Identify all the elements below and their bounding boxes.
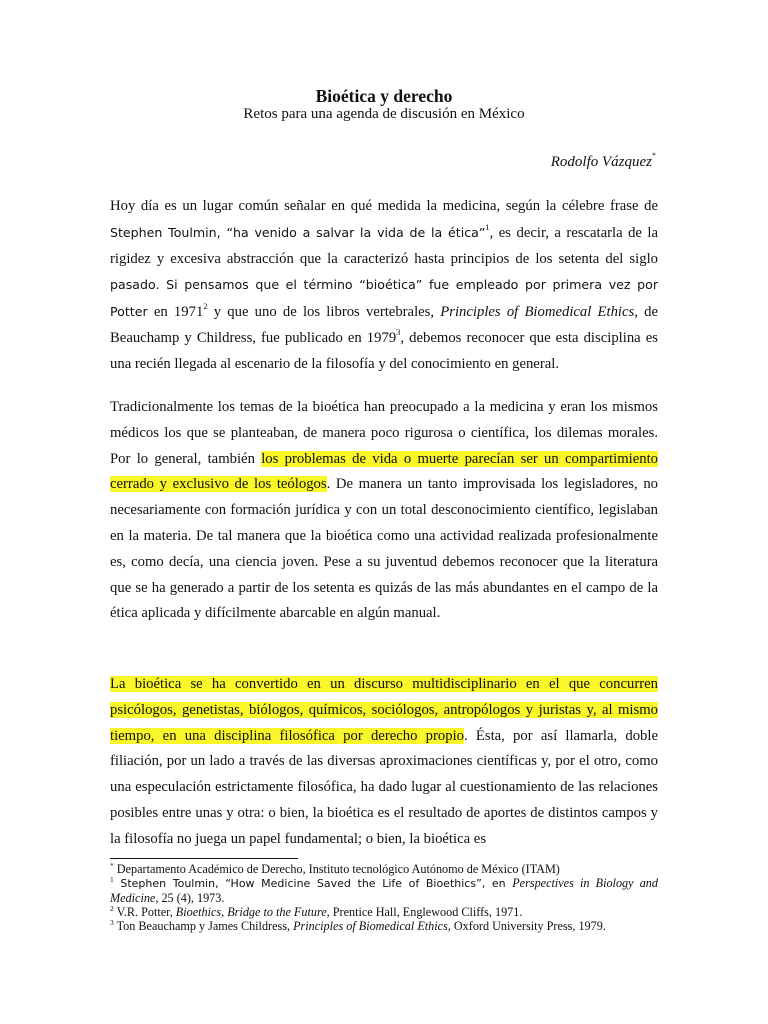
- footnote-text: V.R. Potter,: [113, 905, 176, 919]
- footnote-mark: 3: [110, 918, 114, 927]
- footnote-text: Departamento Académico de Derecho, Instituto tecnológico Autónomo de México (ITAM): [113, 862, 560, 876]
- footnote-ref-1: 1: [485, 221, 490, 232]
- footnote-2: [110, 905, 658, 919]
- author-text: Rodolfo Vázquez: [550, 154, 652, 170]
- footnote-ref-2: 2: [203, 301, 208, 312]
- document-title: Bioética y derecho: [315, 86, 453, 106]
- p3-highlight: La bioética se ha convertido en un discurso multidisciplinario en el que concurren psicólogos, genetistas, biólogos, químicos, sociólogos, antropólogos y juristas y, al mismo tiempo, en una disciplina filosófica por derecho propio: [110, 676, 658, 744]
- footnote-book: Bioethics, Bridge to the Future,: [175, 905, 330, 919]
- footnote-mark: 2: [110, 904, 114, 913]
- footnote-text: Oxford University Press, 1979.: [450, 919, 606, 933]
- footnote-ref-3: 3: [396, 326, 401, 337]
- p1-book-title: Principles of Biomedical Ethics,: [440, 304, 638, 321]
- footnote-journal: Perspectives in Biology and Medicine,: [110, 876, 658, 905]
- footnote-3: [110, 919, 658, 933]
- footnote-text: 25 (4), 1973.: [158, 891, 225, 905]
- paragraph-2: [110, 395, 658, 627]
- p1-text-g: de Beauchamp y Childress, fue publicado en 1979: [110, 304, 658, 346]
- footnote-mark: 1: [110, 875, 114, 884]
- p1-text-e: en 1971: [153, 304, 204, 321]
- footnote-mark: *: [110, 861, 114, 870]
- footnote-text: Stephen Toulmin, “How Medicine Saved the Life of Bioethics”, en: [113, 877, 513, 890]
- p2-highlight: los problemas de vida o muerte parecían ser un compartimiento cerrado y exclusivo de los teólogos: [110, 450, 659, 493]
- footnotes: [110, 862, 658, 933]
- document-subtitle: Retos para una agenda de discusión en México: [243, 106, 525, 122]
- p3-text: . Ésta, por así llamarla, doble filiación, por un lado a través de las diversas aproximaciones científicas y, por el otro, como una especulación estrictamente filosófica, ha dado lugar al cuestionamiento de las relaciones posibles entre unas y otra: o bien, la bioética es el resultado de aportes de distintos campos y la filosofía no juega un papel fundamental; o bien, la bioética es: [110, 727, 658, 847]
- footnote-separator: [110, 858, 298, 859]
- p1-text-c: , es decir, a rescatarla de la rigidez y excesiva abstracción que la caracterizó hasta principios de los setenta del siglo: [110, 224, 658, 267]
- footnote-text: Ton Beauchamp y James Childress,: [113, 919, 294, 933]
- footnote-1: [110, 876, 658, 905]
- p2-text-a: Tradicionalmente los temas de la bioética han preocupado a la medicina y eran los mismos médicos los que se planteaban, de manera poco rigurosa o científica, los dilemas morales. Por lo general, también: [110, 399, 658, 467]
- footnote-book: Principles of Biomedical Ethics,: [293, 919, 451, 933]
- author-footnote-mark: *: [652, 151, 656, 160]
- paragraph-1: [110, 194, 658, 378]
- p1-text-b: Stephen Toulmin, “ha venido a salvar la vida de la ética”: [110, 224, 486, 240]
- footnote-author: [110, 862, 658, 876]
- p1-text-a: Hoy día es un lugar común señalar en qué medida la medicina, según la célebre frase de: [110, 198, 658, 214]
- p1-text-d: pasado. Si pensamos que el término “bioética” fue empleado por primera vez por Potter: [110, 277, 658, 320]
- p1-text-h: , debemos reconocer que esta disciplina es una recién llegada al escenario de la filosofía y del conocimiento en general.: [110, 329, 658, 372]
- author-name: [551, 146, 656, 172]
- p2-text-b: . De manera un tanto improvisada los legisladores, no necesariamente con formación jurídica y con un total desconocimiento científico, legislaban en la materia. De tal manera que la bioética como una actividad realizada profesionalmente es, como decía, una ciencia joven. Pese a su juventud debemos reconocer que la literatura que se ha generado a partir de los setenta es quizás de las más abundantes en el campo de la ética aplicada y difícilmente abarcable en algún manual.: [110, 476, 659, 622]
- footnote-text: Prentice Hall, Englewood Cliffs, 1971.: [329, 905, 523, 919]
- paragraph-3: [110, 672, 658, 853]
- p1-text-f: y que uno de los libros vertebrales,: [207, 304, 441, 321]
